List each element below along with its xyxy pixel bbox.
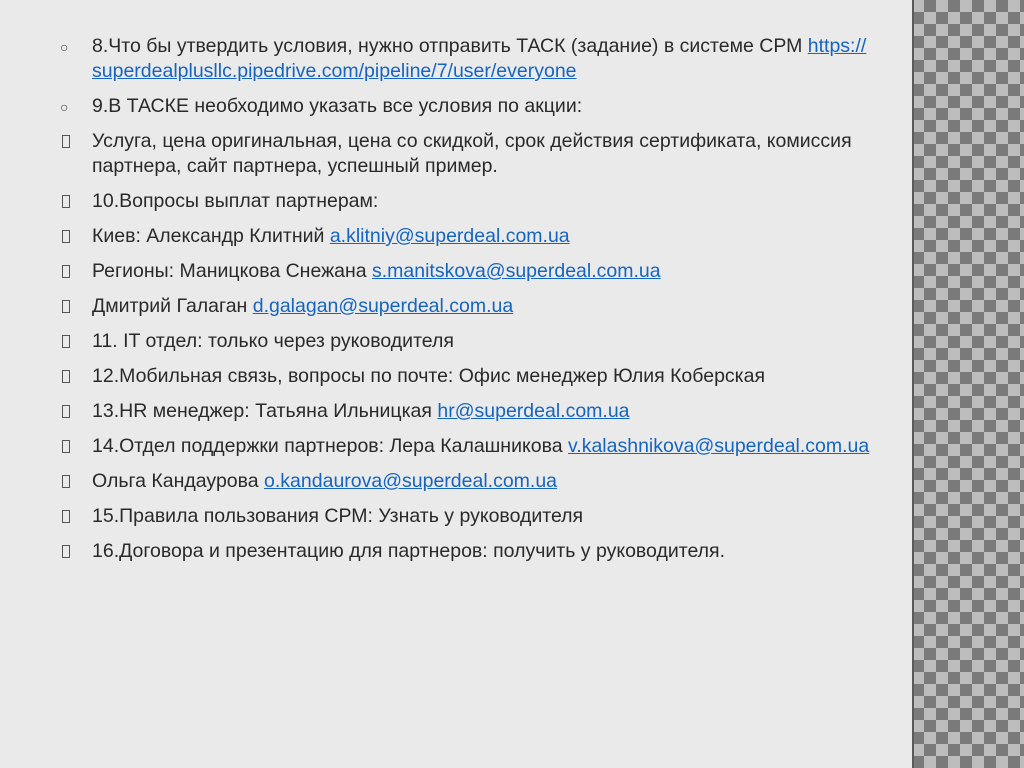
- list-item: [56, 259, 896, 284]
- list-item: [56, 434, 896, 459]
- item-text: 13.HR менеджер: Татьяна Ильницкая: [92, 400, 438, 422]
- list-item: [56, 129, 896, 179]
- item-text: 10.Вопросы выплат партнерам:: [92, 190, 379, 212]
- circle-bullet-icon: ○: [60, 99, 69, 115]
- box-bullet-icon: [62, 440, 70, 453]
- list-item: [56, 469, 896, 494]
- email-link-kalashnikova[interactable]: v.kalashnikova@superdeal.com.ua: [567, 435, 870, 457]
- list-item: [56, 539, 896, 564]
- item-text: 14.Отдел поддержки партнеров: Лера Калашникова: [92, 435, 568, 457]
- box-bullet-icon: [62, 405, 70, 418]
- box-bullet-icon: [62, 475, 70, 488]
- pattern-edge-divider: [912, 0, 914, 768]
- box-bullet-icon: [62, 135, 70, 148]
- list-item: [56, 504, 896, 529]
- item-text: Дмитрий Галаган: [92, 295, 253, 317]
- item-text: Услуга, цена оригинальная, цена со скидкой, срок действия сертификата, комиссия партнера, сайт партнера, успешный пример.: [92, 130, 852, 177]
- list-item: [56, 329, 896, 354]
- list-item: [56, 94, 896, 119]
- item-text: 11. IT отдел: только через руководителя: [92, 330, 454, 352]
- item-text: Регионы: Маницкова Снежана: [92, 260, 372, 282]
- item-text: 16.Договора и презентацию для партнеров: получить у руководителя.: [92, 540, 726, 562]
- box-bullet-icon: [62, 370, 70, 383]
- list-item: [56, 34, 896, 84]
- list-item: [56, 294, 896, 319]
- box-bullet-icon: [62, 510, 70, 523]
- email-link-kandaurova[interactable]: o.kandaurova@superdeal.com.ua: [264, 470, 558, 492]
- item-text: 12.Мобильная связь, вопросы по почте: Офис менеджер Юлия Коберская: [92, 365, 766, 387]
- box-bullet-icon: [62, 335, 70, 348]
- item-text: 8.Что бы утвердить условия, нужно отправить ТАСК (задание) в системе СРМ: [92, 35, 808, 57]
- list-item: [56, 399, 896, 424]
- list-item: [56, 189, 896, 214]
- circle-bullet-icon: ○: [60, 39, 69, 55]
- email-link-klitniy[interactable]: a.klitniy@superdeal.com.ua: [329, 225, 570, 247]
- email-link-hr[interactable]: hr@superdeal.com.ua: [437, 400, 630, 422]
- bullet-list: [56, 34, 896, 574]
- pipedrive-link[interactable]: https:// superdealplusllc.pipedrive.com/pipeline/7/user/everyone: [92, 35, 867, 82]
- item-text: Киев: Александр Клитний: [92, 225, 330, 247]
- item-text: 9.В ТАСКЕ необходимо указать все условия по акции:: [92, 95, 583, 117]
- email-link-galagan[interactable]: d.galagan@superdeal.com.ua: [252, 295, 514, 317]
- box-bullet-icon: [62, 265, 70, 278]
- box-bullet-icon: [62, 300, 70, 313]
- item-text: Ольга Кандаурова: [92, 470, 265, 492]
- item-text: 15.Правила пользования СРМ: Узнать у руководителя: [92, 505, 584, 527]
- list-item: [56, 364, 896, 389]
- email-link-manitskova[interactable]: s.manitskova@superdeal.com.ua: [372, 260, 661, 282]
- box-bullet-icon: [62, 230, 70, 243]
- list-item: [56, 224, 896, 249]
- box-bullet-icon: [62, 195, 70, 208]
- box-bullet-icon: [62, 545, 70, 558]
- decorative-pattern-strip: [912, 0, 1024, 768]
